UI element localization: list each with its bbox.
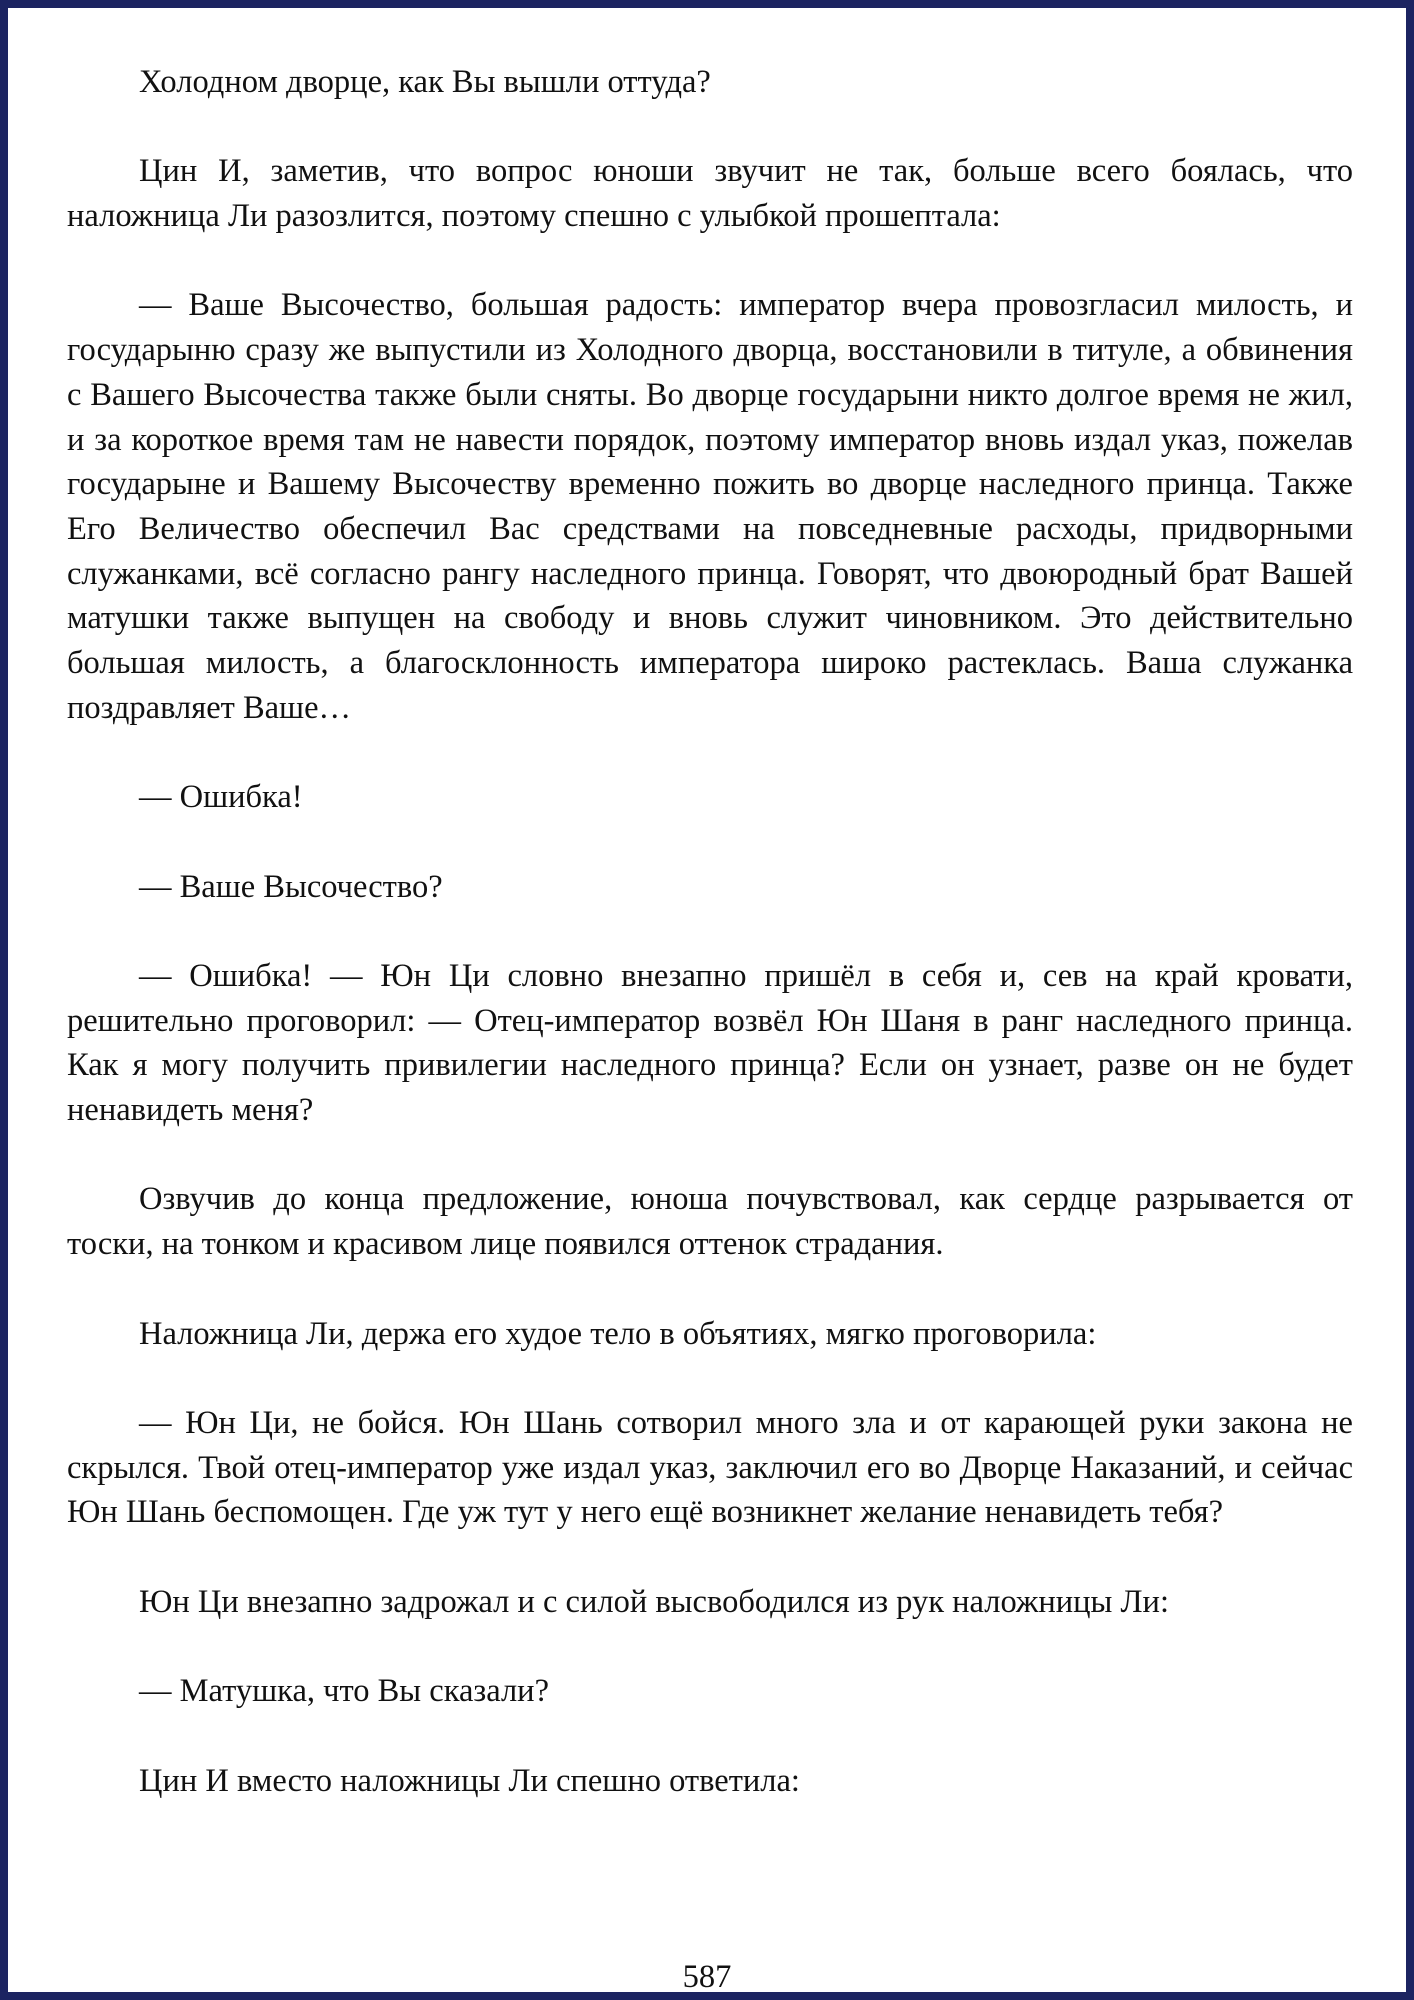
paragraph: — Ваше Высочество, большая радость: император вчера провозгласил милость, и государыню сразу же выпустили из Холодного дворца, восстановили в титуле, а обвинения с Вашего Высочества также были сняты. Во дворце государыни никто долгое время не жил, и за короткое время там не навести порядок, поэтому император вновь издал указ, пожелав государыне и Вашему Высочеству временно пожить во дворце наследного принца. Также Его Величество обеспечил Вас средствами на повседневные расходы, придворными служанками, всё согласно рангу наследного принца. Говорят, что двоюродный брат Вашей матушки также выпущен на свободу и вновь служит чиновником. Это действительно большая милость, а благосклонность императора широко растеклась. Ваша служанка поздравляет Ваше… bbox=[67, 287, 1353, 726]
paragraph: Цин И, заметив, что вопрос юноши звучит не так, больше всего боялась, что наложница Ли разозлится, поэтому спешно с улыбкой прошептала: bbox=[67, 153, 1353, 235]
page-number: 587 bbox=[682, 1959, 732, 1995]
paragraph: — Матушка, что Вы сказали? bbox=[139, 1673, 549, 1710]
paragraph: Юн Ци внезапно задрожал и с силой высвободился из рук наложницы Ли: bbox=[139, 1583, 1169, 1620]
paragraph: — Ваше Высочество? bbox=[139, 868, 443, 905]
paragraph: — Юн Ци, не бойся. Юн Шань сотворил много зла и от карающей руки закона не скрылся. Твой отец-император уже издал указ, заключил его во Дворце Наказаний, и сейчас Юн Шань беспомощен. Где уж тут у него ещё возникнет желание ненавидеть тебя? bbox=[67, 1404, 1353, 1531]
paragraph: Наложница Ли, держа его худое тело в объятиях, мягко проговорила: bbox=[139, 1315, 1097, 1352]
paragraph: — Ошибка! — Юн Ци словно внезапно пришёл в себя и, сев на край кровати, решительно проговорил: — Отец-император возвёл Юн Шаня в ранг наследного принца. Как я могу получить привилегии наследного принца? Если он узнает, разве он не будет ненавидеть меня? bbox=[67, 957, 1353, 1129]
paragraph: Холодном дворце, как Вы вышли оттуда? bbox=[139, 64, 711, 100]
page-text bbox=[67, 60, 1353, 1848]
paragraph: Озвучив до конца предложение, юноша почувствовал, как сердце разрывается от тоски, на тонком и красивом лице появился оттенок страдания. bbox=[67, 1181, 1353, 1263]
paragraph: Цин И вместо наложницы Ли спешно ответила: bbox=[139, 1762, 800, 1799]
paragraph: — Ошибка! bbox=[139, 779, 303, 816]
